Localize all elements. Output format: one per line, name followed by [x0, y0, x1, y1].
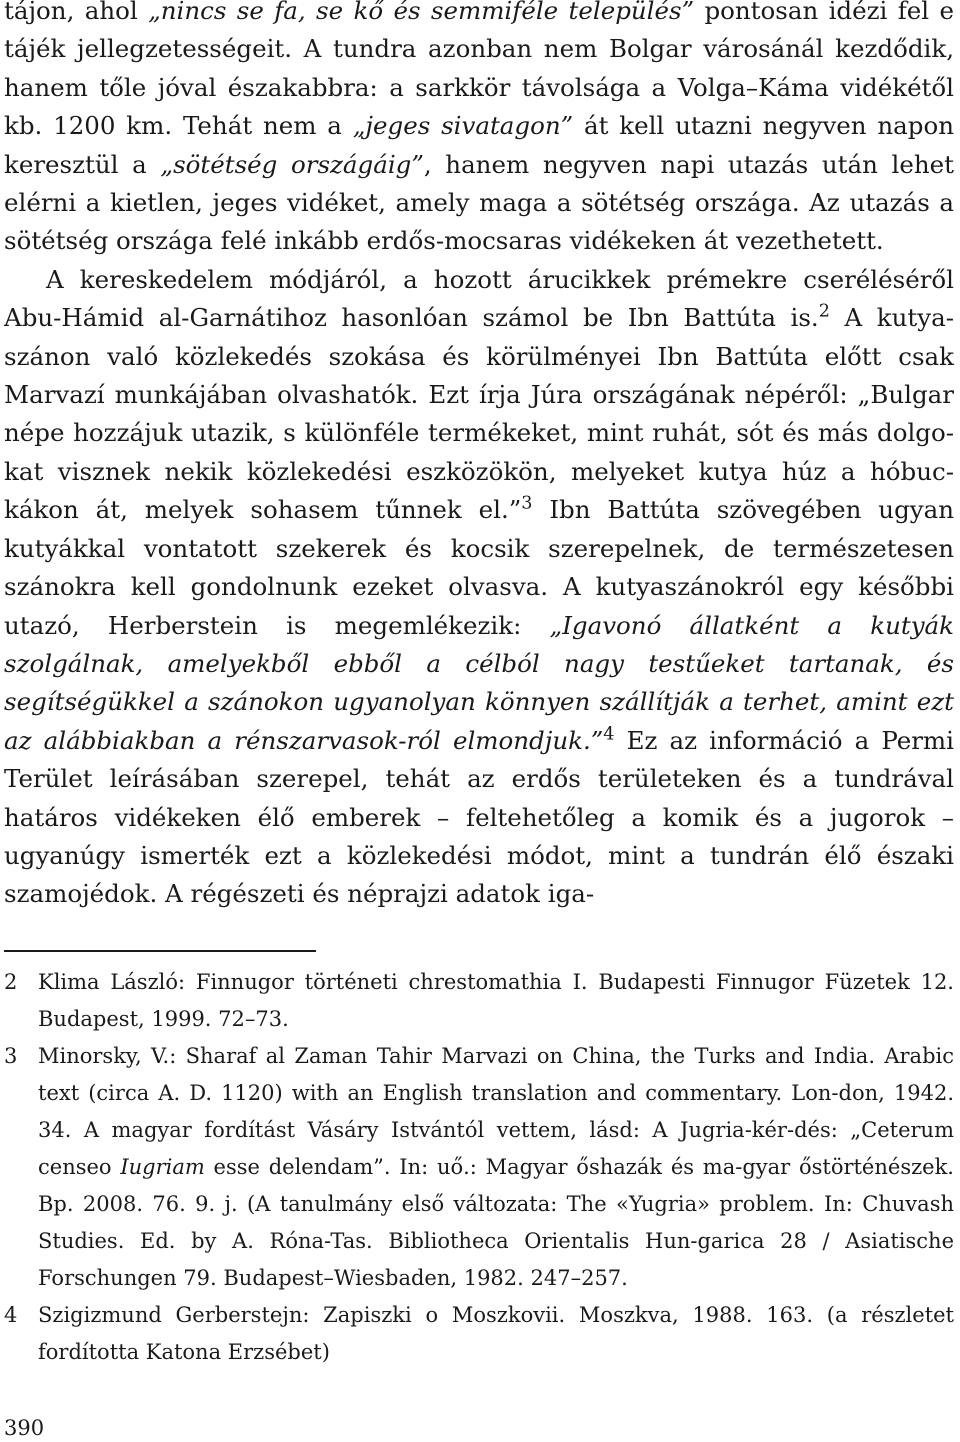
- text-run: A kutya-szánon való közlekedés szokása és körülményei Ibn Battúta előtt csak Marvazí munkájában olvashatók. Ezt írja Júra országának népéről: „Bulgar népe hozzájuk utazik, s különféle termékeket, mint ruhát, sót és más dolgo-kat visznek nekik közlekedési eszközökön, melyeket kutya húz a hóbuc-kákon át, melyek sohasem tűnnek el.”: [4, 303, 954, 525]
- italic-quote: „Igavonó állatként a kutyák szolgálnak, amelyekből ebből a célból nagy testűeket tartanak, és segítségükkel a szánokon ugyanolyan könnyen szállítják a terhet, amint ezt az alábbiakban a rénszarvasok-ról elmondjuk.”: [4, 610, 954, 755]
- paragraph-1: [4, 0, 954, 261]
- text-run: Minorsky, V.: Sharaf al Zaman Tahir Marvazi on China, the Turks and India. Arabic text (circa A. D. 1120) with an English translation and commentary. Lon-don, 1942. 34. A magyar fordítást Vásáry Istvántól vettem, lásd: A Jugria-kér-dés: „Ceterum censeo: [38, 1044, 954, 1179]
- footnote-4: [4, 1297, 954, 1371]
- footnote-number: 2: [4, 970, 18, 994]
- italic-word: Iugriam: [120, 1155, 205, 1179]
- text-run: , hanem negyven napi utazás után lehet elérni a kietlen, jeges vidéket, amely maga a sötétség országa. Az utazás a sötétség országa felé inkább erdős-mocsaras vidékeken át vezethetett.: [4, 149, 954, 256]
- footnote-number: 4: [4, 1303, 18, 1327]
- text-run: esse delendam”. In: uő.: Magyar őshazák és ma-gyar őstörténészek. Bp. 2008. 76. 9. j. (A tanulmány első változata: The «Yugria» problem. In: Chuvash Studies. Ed. by A. Róna-Tas. Bibliotheca Orientalis Hun-garica 28 / Asiatische Forschungen 79. Budapest–Wiesbaden, 1982. 247–257.: [38, 1155, 954, 1290]
- main-text: [4, 0, 954, 914]
- footnote-text: [38, 1038, 954, 1297]
- footnote-ref-3[interactable]: 3: [521, 493, 533, 514]
- footnote-2: [4, 964, 954, 1038]
- italic-quote: „sötétség országáig”: [160, 149, 424, 179]
- text-run: át kell utazni negyven napon keresztül a: [4, 111, 954, 179]
- footnote-number: 3: [4, 1044, 18, 1068]
- italic-quote: „nincs se fa, se kő és semmiféle település”: [148, 0, 695, 25]
- text-run: Ibn Battúta szövegében ugyan kutyákkal vontatott szekerek és kocsik szerepelnek, de természetesen szánokra kell gondolnunk ezeket olvasva. A kutyaszánokról egy későbbi utazó, Herberstein is megemlékezik:: [4, 495, 954, 640]
- text-run: Ez az információ a Permi Terület leírásában szerepel, tehát az erdős területeken és a tundrával határos vidékeken élő emberek – feltehetőleg a komik és a jugorok – ugyanúgy ismerték ezt a közlekedési módot, mint a tundrán élő északi szamojédok. A régészeti és néprajzi adatok iga-: [4, 725, 954, 909]
- paragraph-2: [4, 261, 954, 914]
- italic-quote: „jeges sivatagon”: [352, 111, 574, 141]
- text-run: tájon, ahol: [4, 0, 149, 25]
- footnote-ref-4[interactable]: 4: [603, 724, 615, 745]
- page-number: 390: [4, 1416, 45, 1440]
- footnote-ref-2[interactable]: 2: [818, 301, 830, 322]
- text-run: A kereskedelem módjáról, a hozott árucikkek prémekre cseréléséről Abu-Hámid al-Garnátihoz hasonlóan számol be Ibn Battúta is.: [4, 264, 954, 333]
- footnote-3: [4, 1038, 954, 1297]
- footnotes: [4, 964, 954, 1371]
- footnote-text: Klima László: Finnugor történeti chrestomathia I. Budapesti Finnugor Füzetek 12. Budapest, 1999. 72–73.: [38, 970, 954, 1031]
- text-run: pontosan idézi fel e tájék jellegzetességeit. A tundra azonban nem Bolgar városánál kezdődik, hanem tőle jóval északabbra: a sarkkör távolsága a Volga–Káma vidékétől kb. 1200 km. Tehát nem a: [4, 0, 954, 141]
- footnote-text: Szigizmund Gerberstejn: Zapiszki o Moszkovii. Moszkva, 1988. 163. (a részletet fordította Katona Erzsébet): [38, 1303, 954, 1364]
- footnote-separator: [4, 950, 316, 952]
